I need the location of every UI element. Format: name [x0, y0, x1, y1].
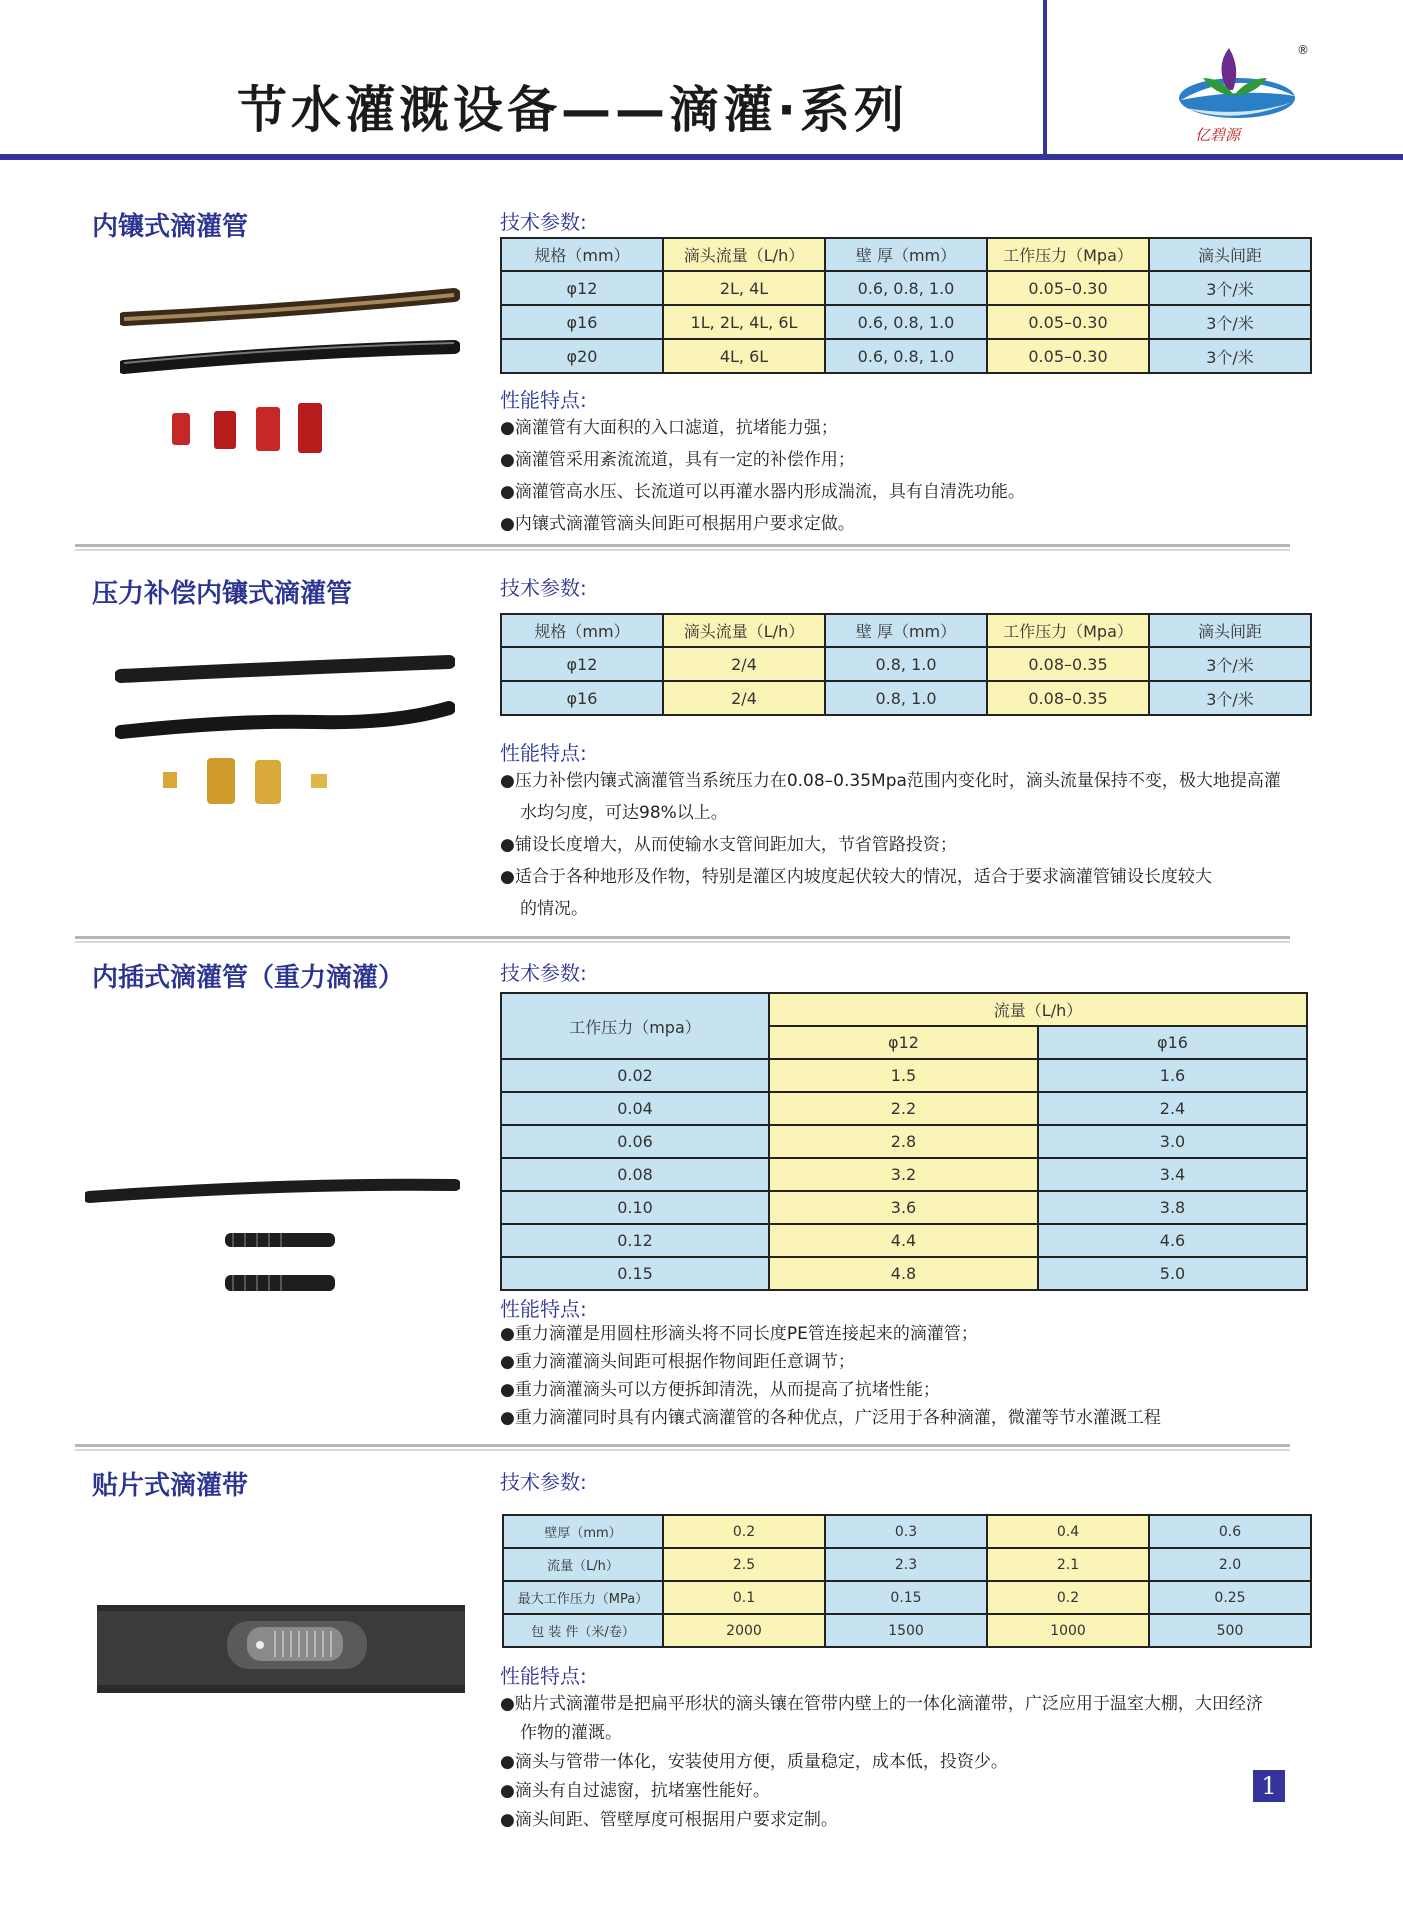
- table-header-cell: 流量（L/h）: [769, 993, 1307, 1026]
- table-cell: 0.8, 1.0: [825, 681, 987, 715]
- table-row: [503, 1548, 1311, 1581]
- feature-item: ●适合于各种地形及作物，特别是灌区内坡度起伏较大的情况，适合于要求滴灌管铺设长度较大: [500, 867, 1212, 887]
- feature-item: ●重力滴灌是用圆柱形滴头将不同长度PE管连接起来的滴灌管；: [500, 1324, 978, 1344]
- table-cell: 0.02: [501, 1059, 769, 1092]
- header-rule: [0, 154, 1403, 160]
- table-row: [501, 681, 1311, 715]
- features-label: 性能特点:: [500, 1664, 587, 1688]
- table-cell: φ12: [501, 647, 663, 681]
- feature-item: ●铺设长度增大，从而使输水支管间距加大，节省管路投资；: [500, 835, 957, 855]
- table-cell: 0.6, 0.8, 1.0: [825, 305, 987, 339]
- feature-item: ●滴灌管有大面积的入口滤道，抗堵能力强；: [500, 418, 838, 438]
- table-cell: 0.6, 0.8, 1.0: [825, 271, 987, 305]
- product-photo-inline-drip-pipe: [120, 285, 460, 465]
- table-cell: 2.8: [769, 1125, 1038, 1158]
- table-row-header: 壁厚（mm）: [503, 1515, 663, 1548]
- table-cell: 0.08–0.35: [987, 681, 1149, 715]
- table-cell: 2.3: [825, 1548, 987, 1581]
- feature-item-continued: 作物的灌溉。: [520, 1723, 622, 1743]
- feature-item: ●滴灌管高水压、长流道可以再灌水器内形成湍流，具有自清洗功能。: [500, 482, 1025, 502]
- table-cell: 0.6, 0.8, 1.0: [825, 339, 987, 373]
- table-cell: 2.5: [663, 1548, 825, 1581]
- table-cell: 0.1: [663, 1581, 825, 1614]
- table-cell: 2.1: [987, 1548, 1149, 1581]
- features-list: [500, 765, 1281, 925]
- table-row: [501, 647, 1311, 681]
- table-row: [501, 1125, 1307, 1158]
- table-cell: 0.15: [501, 1257, 769, 1290]
- table-cell: 4L, 6L: [663, 339, 825, 373]
- page-number: 1: [1253, 1770, 1285, 1802]
- features-label: 性能特点:: [500, 741, 587, 765]
- table-cell: 1.6: [1038, 1059, 1307, 1092]
- table-row: [501, 305, 1311, 339]
- table-row-header: 最大工作压力（MPa）: [503, 1581, 663, 1614]
- table-header-cell: 规格（mm）: [501, 614, 663, 647]
- section-divider: [75, 1444, 1290, 1451]
- table-cell: φ20: [501, 339, 663, 373]
- features-list: [500, 1320, 1161, 1432]
- table-cell: 0.8, 1.0: [825, 647, 987, 681]
- section-title: 压力补偿内镶式滴灌管: [92, 579, 353, 609]
- table-header-cell: 滴头流量（L/h）: [663, 614, 825, 647]
- table-row: [501, 1059, 1307, 1092]
- table-row-header: 流量（L/h）: [503, 1548, 663, 1581]
- table-cell: 0.2: [987, 1581, 1149, 1614]
- tech-params-label: 技术参数:: [500, 210, 587, 234]
- table-cell: 2/4: [663, 681, 825, 715]
- table-header-cell: 壁 厚（mm）: [825, 238, 987, 271]
- table-header-cell: 规格（mm）: [501, 238, 663, 271]
- section-title: 内插式滴灌管（重力滴灌）: [92, 963, 405, 993]
- section-title: 内镶式滴灌管: [92, 212, 249, 242]
- table-cell: 2000: [663, 1614, 825, 1647]
- table-cell: 4.8: [769, 1257, 1038, 1290]
- features-list: [500, 1690, 1263, 1835]
- table-row: [501, 1092, 1307, 1125]
- table-cell: 3个/米: [1149, 305, 1311, 339]
- table-row: [501, 1257, 1307, 1290]
- section-title: 贴片式滴灌带: [92, 1471, 249, 1501]
- table-cell: 0.05–0.30: [987, 271, 1149, 305]
- table-cell: 0.4: [987, 1515, 1149, 1548]
- table-row: [501, 339, 1311, 373]
- logo-text: 亿碧源: [1195, 126, 1241, 144]
- table-cell: 1L, 2L, 4L, 6L: [663, 305, 825, 339]
- table-cell: 0.2: [663, 1515, 825, 1548]
- feature-item: ●重力滴灌同时具有内镶式滴灌管的各种优点，广泛用于各种滴灌，微灌等节水灌溉工程: [500, 1408, 1161, 1428]
- table-row: [503, 1581, 1311, 1614]
- table-cell: 3个/米: [1149, 681, 1311, 715]
- features-list: [500, 412, 1025, 540]
- table-cell: 4.6: [1038, 1224, 1307, 1257]
- table-cell: 3.8: [1038, 1191, 1307, 1224]
- table-cell: 0.6: [1149, 1515, 1311, 1548]
- table-cell: 0.15: [825, 1581, 987, 1614]
- table-header-cell: 工作压力（mpa）: [501, 993, 769, 1059]
- feature-item: ●滴头间距、管壁厚度可根据用户要求定制。: [500, 1810, 838, 1830]
- brand-logo: [1175, 38, 1315, 148]
- table-cell: 3.6: [769, 1191, 1038, 1224]
- table-cell: 0.08–0.35: [987, 647, 1149, 681]
- product-photo-inserted-drip-pipe: [85, 1165, 460, 1300]
- table-cell: 0.04: [501, 1092, 769, 1125]
- table-cell: φ12: [501, 271, 663, 305]
- table-cell: 5.0: [1038, 1257, 1307, 1290]
- table-cell: 2.4: [1038, 1092, 1307, 1125]
- table-cell: 3.4: [1038, 1158, 1307, 1191]
- table-header-cell: 壁 厚（mm）: [825, 614, 987, 647]
- table-row: [503, 1515, 1311, 1548]
- tech-params-label: 技术参数:: [500, 961, 587, 985]
- table-cell: 500: [1149, 1614, 1311, 1647]
- registered-mark: ®: [1297, 43, 1309, 57]
- table-cell: 0.06: [501, 1125, 769, 1158]
- product-photo-flat-drip-tape: [97, 1605, 465, 1693]
- table-cell: 1500: [825, 1614, 987, 1647]
- spec-table-inline-drip-pipe: [500, 237, 1312, 374]
- table-cell: 3.0: [1038, 1125, 1307, 1158]
- table-header-cell: 滴头间距: [1149, 238, 1311, 271]
- table-header-cell: 工作压力（Mpa）: [987, 614, 1149, 647]
- spec-table-pressure-compensating-pipe: [500, 613, 1312, 716]
- table-cell: 2/4: [663, 647, 825, 681]
- table-cell: 3个/米: [1149, 271, 1311, 305]
- table-subheader-cell: φ12: [769, 1026, 1038, 1059]
- page-title: 节水灌溉设备——滴灌·系列: [237, 81, 908, 139]
- feature-item: ●压力补偿内镶式滴灌管当系统压力在0.08–0.35Mpa范围内变化时，滴头流量保持不变，极大地提高灌: [500, 771, 1281, 791]
- feature-item: ●滴头与管带一体化，安装使用方便，质量稳定，成本低，投资少。: [500, 1752, 1008, 1772]
- table-row: [501, 1224, 1307, 1257]
- feature-item: ●重力滴灌滴头间距可根据作物间距任意调节；: [500, 1352, 855, 1372]
- table-cell: 2.2: [769, 1092, 1038, 1125]
- feature-item: ●内镶式滴灌管滴头间距可根据用户要求定做。: [500, 514, 855, 534]
- feature-item-continued: 的情况。: [520, 899, 588, 919]
- table-subheader-cell: φ16: [1038, 1026, 1307, 1059]
- section-divider: [75, 544, 1290, 551]
- table-row: [501, 1191, 1307, 1224]
- table-row-header: 包 装 件（米/卷）: [503, 1614, 663, 1647]
- table-cell: 0.05–0.30: [987, 339, 1149, 373]
- feature-item-continued: 水均匀度，可达98%以上。: [520, 803, 728, 823]
- table-cell: 1.5: [769, 1059, 1038, 1092]
- spec-table-inserted-drip-pipe: [500, 992, 1308, 1291]
- table-row: [501, 271, 1311, 305]
- product-photo-pressure-compensating-pipe: [115, 650, 455, 820]
- feature-item: ●重力滴灌滴头可以方便拆卸清洗，从而提高了抗堵性能；: [500, 1380, 940, 1400]
- table-cell: 3.2: [769, 1158, 1038, 1191]
- table-cell: 0.10: [501, 1191, 769, 1224]
- feature-item: ●滴灌管采用紊流流道，具有一定的补偿作用；: [500, 450, 855, 470]
- table-row: [503, 1614, 1311, 1647]
- table-cell: 3个/米: [1149, 647, 1311, 681]
- features-label: 性能特点:: [500, 1297, 587, 1321]
- feature-item: ●滴头有自过滤窗，抗堵塞性能好。: [500, 1781, 770, 1801]
- table-cell: 0.05–0.30: [987, 305, 1149, 339]
- table-cell: 2L, 4L: [663, 271, 825, 305]
- table-cell: 4.4: [769, 1224, 1038, 1257]
- table-cell: 2.0: [1149, 1548, 1311, 1581]
- table-cell: 0.3: [825, 1515, 987, 1548]
- spec-table-flat-drip-tape: [502, 1514, 1312, 1648]
- table-cell: 0.12: [501, 1224, 769, 1257]
- table-cell: φ16: [501, 305, 663, 339]
- header-vertical-rule: [1043, 0, 1047, 158]
- section-divider: [75, 936, 1290, 943]
- table-header-cell: 滴头流量（L/h）: [663, 238, 825, 271]
- table-cell: 1000: [987, 1614, 1149, 1647]
- features-label: 性能特点:: [500, 388, 587, 412]
- tech-params-label: 技术参数:: [500, 1470, 587, 1494]
- tech-params-label: 技术参数:: [500, 576, 587, 600]
- table-cell: 0.08: [501, 1158, 769, 1191]
- table-header-cell: 工作压力（Mpa）: [987, 238, 1149, 271]
- table-cell: 0.25: [1149, 1581, 1311, 1614]
- table-header-cell: 滴头间距: [1149, 614, 1311, 647]
- table-cell: φ16: [501, 681, 663, 715]
- feature-item: ●贴片式滴灌带是把扁平形状的滴头镶在管带内壁上的一体化滴灌带，广泛应用于温室大棚，大田经济: [500, 1694, 1263, 1714]
- table-row: [501, 1158, 1307, 1191]
- table-cell: 3个/米: [1149, 339, 1311, 373]
